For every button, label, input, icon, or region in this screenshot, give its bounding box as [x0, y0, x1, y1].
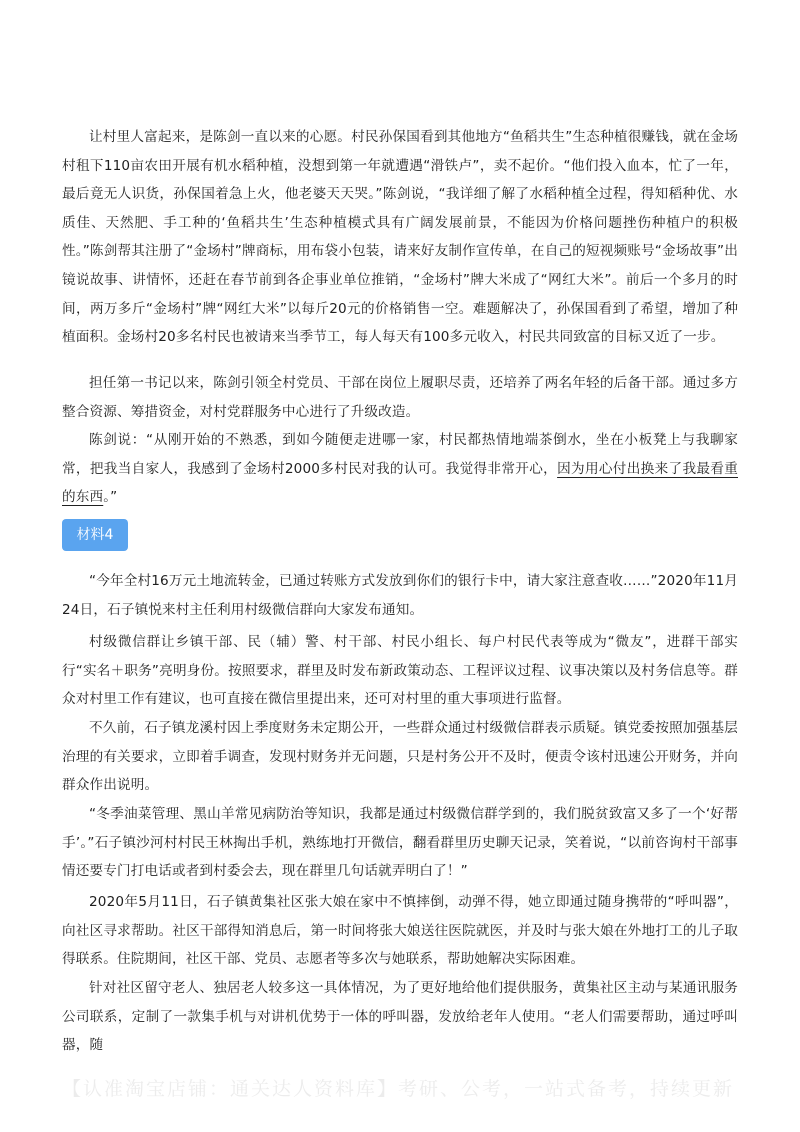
underlined-quote: 因为用心付出换来了我最看重的东西: [62, 460, 738, 506]
paragraph-7: “冬季油菜管理、黑山羊常见病防治等知识，我都是通过村级微信群学到的，我们脱贫致富又多了一个‘好帮手’。”石子镇沙河村村民王林掏出手机，熟练地打开微信，翻看群里历史聊天记录，笑着说，“以前咨询村干部事情还要专门打电话或者到村委会去，现在群里几句话就弄明白了！”: [62, 806, 738, 880]
paragraph-8: 2020年5月11日，石子镇黄集社区张大娘在家中不慎摔倒，动弹不得，她立即通过随身携带的“呼叫器”，向社区寻求帮助。社区干部得知消息后，第一时间将张大娘送往医院就医，并及时与张大娘在外地打工的儿子取得联系。住院期间，社区干部、党员、志愿者等多次与她联系，帮助她解决实际困难。: [62, 894, 738, 968]
paragraph-4: “今年全村16万元土地流转金，已通过转账方式发放到你们的银行卡中，请大家注意查收……”2020年11月24日，石子镇悦来村主任利用村级微信群向大家发布通知。: [62, 573, 738, 618]
paragraph-9: 针对社区留守老人、独居老人较多这一具体情况，为了更好地给他们提供服务，黄集社区主动与某通讯服务公司联系，定制了一款集手机与对讲机优势于一体的呼叫器，发放给老年人使用。“老人们需要帮助，通过呼叫器，随: [62, 980, 738, 1054]
material-badge: 材料4: [62, 519, 128, 551]
paragraph-5: 村级微信群让乡镇干部、民（辅）警、村干部、村民小组长、每户村民代表等成为“微友”，进群干部实行“实名＋职务”亮明身份。按照要求，群里及时发布新政策动态、工程评议过程、议事决策以及村务信息等。群众对村里工作有建议，也可直接在微信里提出来，还可对村里的重大事项进行监督。: [62, 634, 738, 708]
paragraph-2: 担任第一书记以来，陈剑引领全村党员、干部在岗位上履职尽责，还培养了两名年轻的后备干部。通过多方整合资源、筹措资金，对村党群服务中心进行了升级改造。: [62, 375, 738, 420]
paragraph-6: 不久前，石子镇龙溪村因上季度财务未定期公开，一些群众通过村级微信群表示质疑。镇党委按照加强基层治理的有关要求，立即着手调查，发现村财务并无问题，只是村务公开不及时，便责令该村迅速公开财务，并向群众作出说明。: [62, 720, 738, 794]
watermark-text: 【认准淘宝店铺：通关达人资料库】考研、公考，一站式备考，持续更新: [62, 1078, 735, 1100]
paragraph-1: 让村里人富起来，是陈剑一直以来的心愿。村民孙保国看到其他地方“鱼稻共生”生态种植很赚钱，就在金场村租下110亩农田开展有机水稻种植，没想到第一年就遭遇“滑铁卢”，卖不起价。“他们投入血本，忙了一年，最后竟无人识货，孙保国着急上火，他老婆天天哭。”陈剑说，“我详细了解了水稻种植全过程，得知稻种优、水质佳、天然肥、手工种的‘鱼稻共生’生态种植模式具有广阔发展前景，不能因为价格问题挫伤种植户的积极性。”陈剑帮其注册了“金场村”牌商标，用布袋小包装，请来好友制作宣传单，在自己的短视频账号“金场故事”出镜说故事、讲情怀，还赶在春节前到各企事业单位推销，“金场村”牌大米成了“网红大米”。前后一个多月的时间，两万多斤“金场村”牌“网红大米”以每斤20元的价格销售一空。难题解决了，孙保国看到了希望，增加了种植面积。金场村20多名村民也被请来当季节工，每人每天有100多元收入，村民共同致富的目标又近了一步。: [62, 129, 738, 346]
paragraph-3: 陈剑说：“从刚开始的不熟悉，到如今随便走进哪一家，村民都热情地端茶倒水，坐在小板凳上与我聊家常，把我当自家人，我感到了金场村2000多村民对我的认可。我觉得非常开心，因为用心付出换来了我最看重的东西。”: [62, 432, 738, 506]
